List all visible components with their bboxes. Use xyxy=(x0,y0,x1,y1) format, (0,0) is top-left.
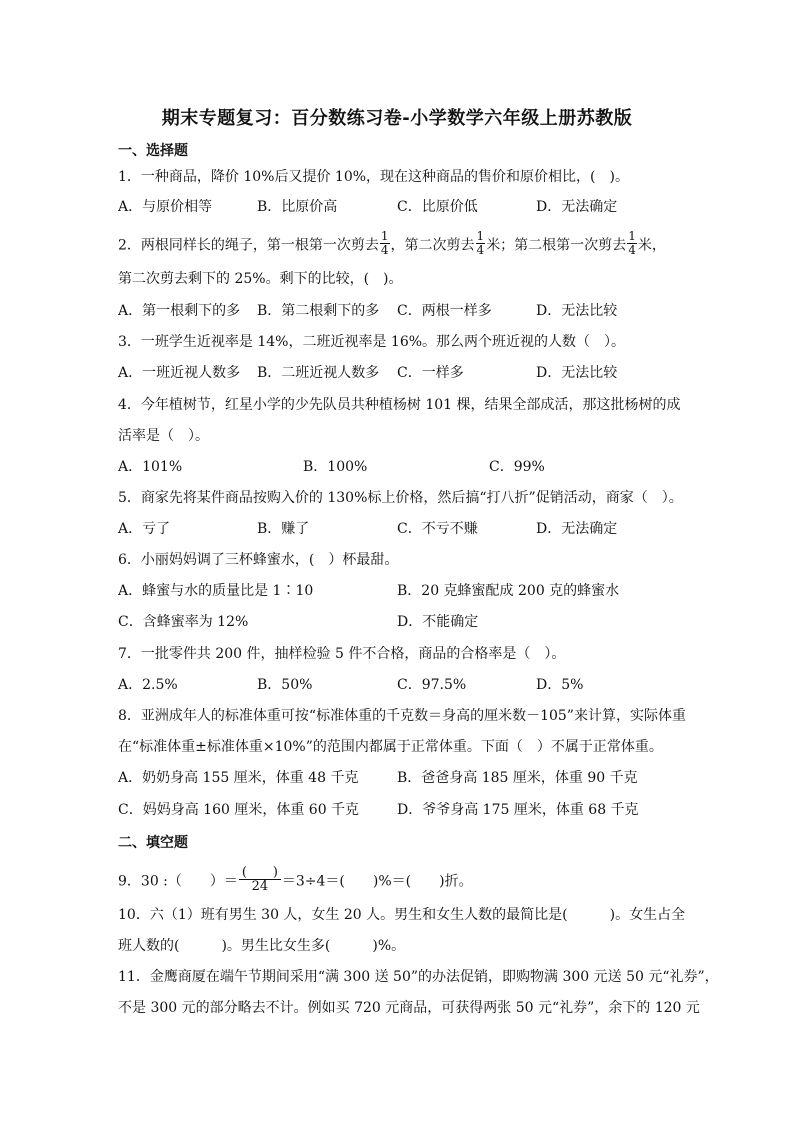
q8-option-b: B．爸爸身高 185 厘米，体重 90 千克 xyxy=(397,770,638,786)
q6-option-b: B．20 克蜂蜜配成 200 克的蜂蜜水 xyxy=(397,583,620,599)
question-8-line-1: 8．亚洲成年人的标准体重可按“标准体重的千克数＝身高的厘米数－105”来计算，实际体重 xyxy=(118,708,686,724)
q2-part-2: ，第二次剪去 xyxy=(390,237,475,254)
q2-option-d: D．无法比较 xyxy=(536,303,618,319)
q7-option-d: D．5% xyxy=(536,677,584,693)
q8-option-c: C．妈妈身高 160 厘米，体重 60 千克 xyxy=(118,802,360,818)
q1-option-c: C．比原价低 xyxy=(397,199,478,215)
question-1-text: 1．一种商品，降价 10%后又提价 10%，现在这种商品的售价和原价相比，( )。 xyxy=(118,169,629,185)
q8-option-a: A．奶奶身高 155 厘米，体重 48 千克 xyxy=(118,770,359,786)
q6-option-a: A．蜂蜜与水的质量比是 1∶10 xyxy=(118,583,314,599)
q2-part-4: 米， xyxy=(637,237,666,254)
question-10-line-2: 班人数的( )。男生比女生多( )%。 xyxy=(118,938,406,954)
q5-option-c: C．不亏不赚 xyxy=(397,521,478,537)
question-2-line-1 xyxy=(118,229,666,259)
q2-fraction-3: $\frac{1}{4}$ xyxy=(628,229,636,257)
q5-option-d: D．无法确定 xyxy=(536,521,618,537)
q1-option-a: A．与原价相等 xyxy=(118,199,213,215)
q3-option-a: A．一班近视人数多 xyxy=(118,365,241,381)
question-6-text: 6．小丽妈妈调了三杯蜂蜜水，( ）杯最甜。 xyxy=(118,552,399,568)
question-5-text: 5．商家先将某件商品按购入价的 130%标上价格，然后搞“打八折”促销活动，商家（ ）。 xyxy=(118,490,683,506)
question-10-line-1: 10．六（1）班有男生 30 人，女生 20 人。男生和女生人数的最简比是( )。女生占全 xyxy=(118,907,686,923)
q3-option-d: D．无法比较 xyxy=(536,365,618,381)
q2-fraction-2: $\frac{1}{4}$ xyxy=(476,229,485,257)
q8-option-d: D．爷爷身高 175 厘米，体重 68 千克 xyxy=(397,802,639,818)
section-heading-choice: 一、选择题 xyxy=(118,143,188,159)
page-title: 期末专题复习：百分数练习卷-小学数学六年级上册苏教版 xyxy=(161,108,633,129)
question-4-line-2: 活率是（ ）。 xyxy=(118,428,209,444)
q9-fraction: $\frac{( )}{24}$ xyxy=(239,866,281,893)
q3-option-c: C．一样多 xyxy=(397,365,464,381)
q5-option-a: A．亏了 xyxy=(118,521,171,537)
q2-option-c: C．两根一样多 xyxy=(397,303,492,319)
q7-option-a: A．2.5% xyxy=(118,677,178,693)
q6-option-c: C．含蜂蜜率为 12% xyxy=(118,614,249,630)
q4-option-c: C．99% xyxy=(489,459,545,475)
question-11-line-1: 11．金鹰商厦在端午节期间采用“满 300 送 50”的办法促销，即购物满 300 元送 50 元“礼券”， xyxy=(118,969,719,985)
q2-fraction-1: $\frac{1}{4}$ xyxy=(380,229,389,257)
q1-option-d: D．无法确定 xyxy=(536,199,618,215)
q2-option-b: B．第二根剩下的多 xyxy=(257,303,380,319)
q4-option-a: A．101% xyxy=(118,459,183,475)
question-7-text: 7．一批零件共 200 件，抽样检验 5 件不合格，商品的合格率是（ ）。 xyxy=(118,646,566,662)
q1-option-b: B．比原价高 xyxy=(257,199,338,215)
q9-part-1: 9．30 :（ ）＝ xyxy=(118,873,238,890)
question-9-text xyxy=(118,865,473,895)
q2-option-a: A．第一根剩下的多 xyxy=(118,303,241,319)
q4-option-b: B．100% xyxy=(303,459,368,475)
question-3-text: 3．一班学生近视率是 14%，二班近视率是 16%。那么两个班近视的人数（ ）。 xyxy=(118,334,626,350)
q2-part-1: 2．两根同样长的绳子，第一根第一次剪去 xyxy=(118,237,379,254)
q3-option-b: B．二班近视人数多 xyxy=(257,365,380,381)
question-11-line-2: 不是 300 元的部分略去不计。例如买 720 元商品，可获得两张 50 元“礼券”，余下的 120 元 xyxy=(118,1000,700,1016)
q7-option-b: B．50% xyxy=(257,677,313,693)
section-heading-fill: 二、填空题 xyxy=(118,835,188,851)
q7-option-c: C．97.5% xyxy=(397,677,467,693)
q6-option-d: D．不能确定 xyxy=(397,614,479,630)
question-4-line-1: 4．今年植树节，红星小学的少先队员共种植杨树 101 棵，结果全部成活，那这批杨树的成 xyxy=(118,397,681,413)
q5-option-b: B．赚了 xyxy=(257,521,310,537)
question-2-line-2: 第二次剪去剩下的 25%。剩下的比较，( )。 xyxy=(118,271,403,287)
q2-part-3: 米；第二根第一次剪去 xyxy=(486,237,627,254)
q9-part-2: ＝3÷4＝( )%＝( )折。 xyxy=(281,873,473,890)
question-8-line-2: 在“标准体重±标准体重×10%”的范围内都属于正常体重。下面（ ）不属于正常体重。 xyxy=(118,739,663,755)
